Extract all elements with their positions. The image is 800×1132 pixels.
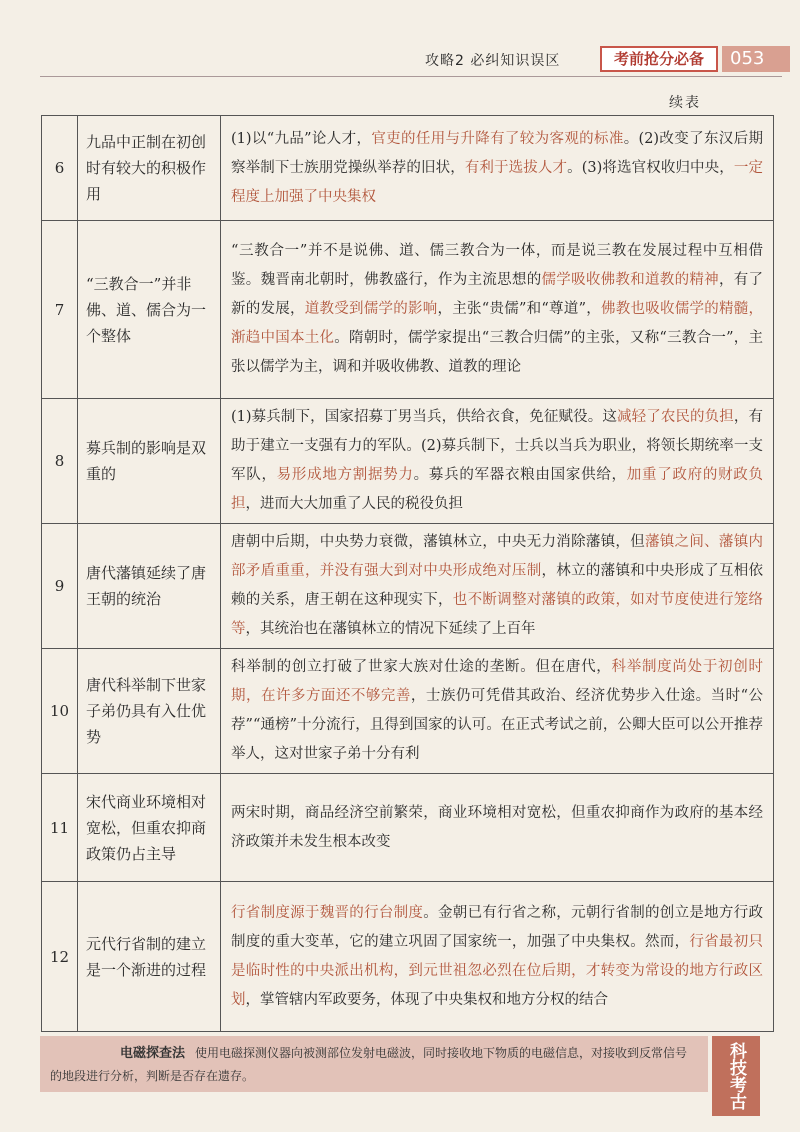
content-text: ，有助于建立一支强有力的军队。(2)募兵制下，士兵以当兵为职业，将领长期统率一支军队， — [231, 409, 764, 483]
tip-definition: 使用电磁探测仪器向被测部位发射电磁波，同时接收地下物质的电磁信息，对接收到反常信号的地段进行分析，判断是否存在遗存。 — [50, 1046, 688, 1083]
row-number: 12 — [42, 882, 78, 1032]
row-number: 8 — [42, 399, 78, 524]
row-topic: 元代行省制的建立是一个渐进的过程 — [78, 882, 221, 1032]
highlighted-text: 道教受到儒学的影响 — [304, 301, 438, 317]
content-text: 唐朝中后期，中央势力衰微，藩镇林立，中央无力消除藩镇，但 — [231, 534, 645, 550]
row-number: 10 — [42, 649, 78, 774]
content-text: ，掌管辖内军政要务，体现了中央集权和地方分权的结合 — [245, 991, 608, 1008]
content-text: ，有了新的发展， — [231, 272, 764, 317]
row-number: 11 — [42, 774, 78, 882]
page-number: 053 — [722, 46, 790, 72]
highlighted-text: 有利于选拔人才 — [464, 159, 568, 176]
content-text: ，林立的藩镇和中央形成了互相依赖的关系，唐王朝在这种现实下， — [231, 563, 764, 608]
row-number: 7 — [42, 221, 78, 399]
table-row — [42, 221, 774, 399]
highlighted-text: 加重了政府的财政负担 — [231, 467, 764, 512]
row-number: 6 — [42, 116, 78, 221]
content-text: ，主张“贵儒”和“尊道”， — [437, 301, 601, 317]
section-title: 攻略2 必纠知识误区 — [425, 53, 561, 69]
page-header — [0, 44, 800, 74]
highlighted-text: 佛教也吸收儒学的精髓，渐趋中国本土化 — [231, 301, 764, 346]
row-topic: 九品中正制在初创时有较大的积极作用 — [78, 116, 221, 221]
content-text: 。隋朝时，儒学家提出“三教合归儒”的主张，又称“三教合一”，主张以儒学为主，调和并吸收佛教、道教的理论 — [231, 330, 764, 375]
row-topic: “三教合一”并非佛、道、儒合为一个整体 — [78, 221, 221, 399]
table-row — [42, 882, 774, 1032]
row-number: 9 — [42, 524, 78, 649]
content-text: 。金朝已有行省之称，元朝行省制的创立是地方行政制度的重大变革，它的建立巩固了国家统一，加强了中央集权。然而， — [231, 904, 764, 950]
row-topic: 募兵制的影响是双重的 — [78, 399, 221, 524]
header-divider — [40, 76, 782, 77]
content-text: 。(3)将选官权收归中央， — [567, 159, 734, 176]
highlighted-text: 官吏的任用与升降有了较为客观的标准 — [371, 130, 624, 147]
row-content — [221, 399, 774, 524]
content-text: ，其统治也在藩镇林立的情况下延续了上百年 — [245, 621, 536, 637]
content-text: ，士族仍可凭借其政治、经济优势步入仕途。当时“公荐”“通榜”十分流行，且得到国家的认可。在正式考试之前，公卿大臣可以公开推荐举人，这对世家子弟十分有利 — [231, 688, 763, 762]
row-topic: 唐代藩镇延续了唐王朝的统治 — [78, 524, 221, 649]
continued-label: 续表 — [669, 95, 701, 111]
side-tab: 科技考古 — [712, 1036, 760, 1116]
table-row — [42, 399, 774, 524]
row-content — [221, 116, 774, 221]
highlighted-text: 行省最初只是临时性的中央派出机构，到元世祖忽必烈在位后期，才转变为常设的地方行政区划 — [231, 933, 764, 1008]
row-content — [221, 774, 774, 882]
highlighted-text: 行省制度源于魏晋的行台制度 — [231, 904, 424, 921]
highlighted-text: 减轻了农民的负担 — [616, 409, 734, 425]
content-text: 科举制的创立打破了世家大族对仕途的垄断。但在唐代， — [231, 659, 612, 675]
row-content — [221, 221, 774, 399]
highlighted-text: 也不断调整对藩镇的政策，如对节度使进行笼络等 — [231, 592, 764, 637]
content-text: ，进而大大加重了人民的税役负担 — [245, 496, 463, 512]
row-content — [221, 524, 774, 649]
content-text: 两宋时期，商品经济空前繁荣，商业环境相对宽松，但重农抑商作为政府的基本经济政策并未发生根本改变 — [231, 804, 763, 850]
table-row — [42, 116, 774, 221]
tip-term: 电磁探查法 — [120, 1046, 186, 1061]
highlighted-text: 一定程度上加强了中央集权 — [231, 159, 764, 205]
table-row — [42, 524, 774, 649]
content-text: (1)以“九品”论人才， — [231, 130, 372, 147]
table-row — [42, 649, 774, 774]
highlighted-text: ，并没有强大到对中央形成绝对压制 — [304, 563, 542, 579]
row-topic: 宋代商业环境相对宽松，但重农抑商政策仍占主导 — [78, 774, 221, 882]
content-text: 。(2)改变了东汉后期察举制下士族朋党操纵举荐的旧状， — [231, 130, 764, 176]
tip-box — [40, 1036, 708, 1092]
highlighted-text: 易形成地方割据势力 — [276, 467, 414, 483]
highlighted-text: 儒学吸收佛教和道教的精神 — [541, 272, 719, 288]
highlighted-text: 藩镇之间、藩镇内部矛盾重重 — [231, 534, 763, 579]
highlighted-text: 科举制度尚处于初创时期，在许多方面还不够完善 — [231, 659, 764, 704]
row-topic: 唐代科举制下世家子弟仍具有入仕优势 — [78, 649, 221, 774]
misconception-table — [41, 115, 774, 1032]
table-row — [42, 774, 774, 882]
header-badge: 考前抢分必备 — [600, 46, 718, 72]
content-text: “三教合一”并不是说佛、道、儒三教合为一体，而是说三教在发展过程中互相借鉴。魏晋南北朝时，佛教盛行，作为主流思想的 — [231, 243, 763, 288]
content-text: 。募兵的军器衣粮由国家供给， — [413, 467, 627, 483]
content-text: (1)募兵制下，国家招募丁男当兵，供给衣食，免征赋役。这 — [231, 409, 617, 425]
row-content — [221, 882, 774, 1032]
row-content — [221, 649, 774, 774]
